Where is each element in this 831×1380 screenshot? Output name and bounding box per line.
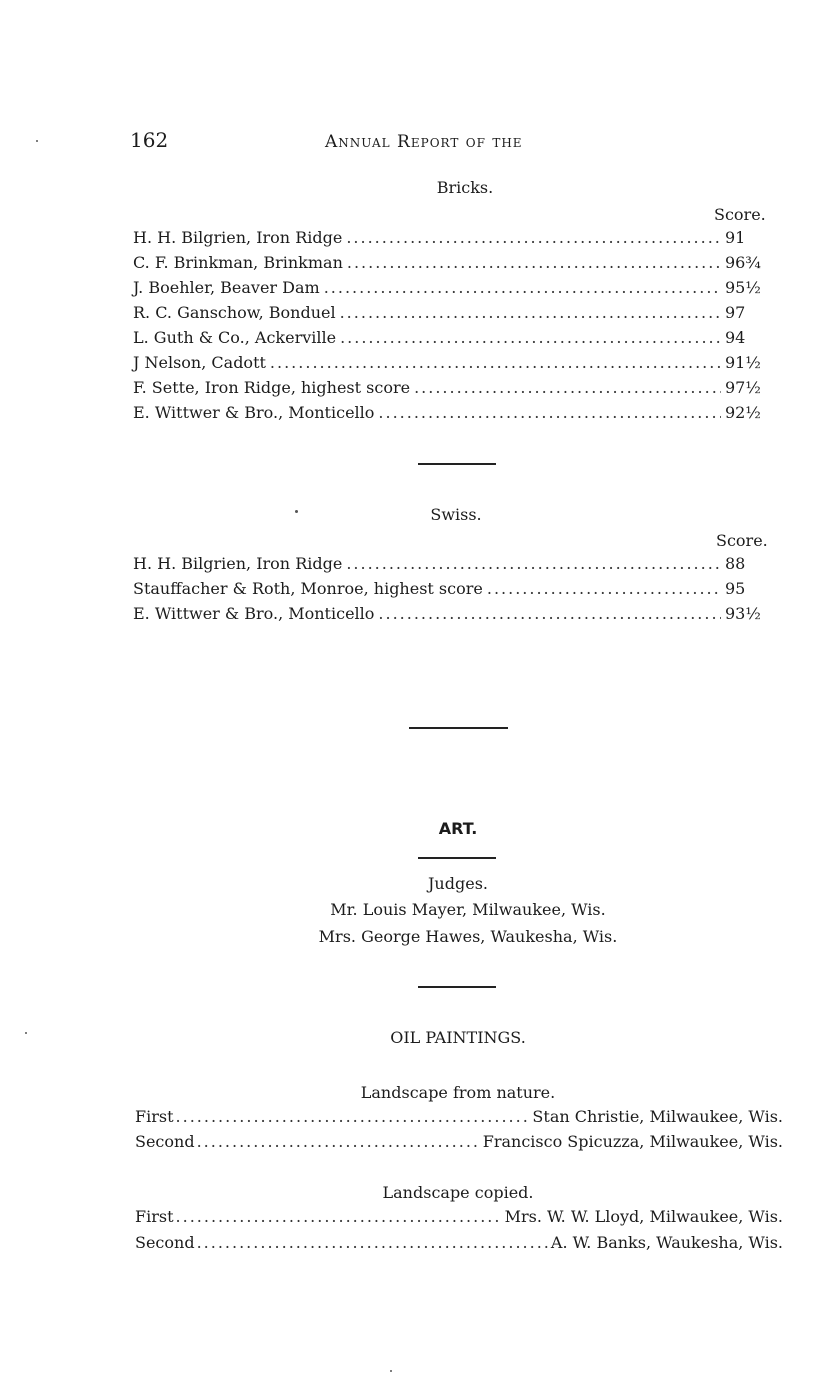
- award-place: First: [135, 1107, 174, 1126]
- table-row: [133, 278, 783, 302]
- entry-score: 95: [725, 579, 746, 598]
- entry-score: 96¾: [725, 253, 761, 272]
- bricks-score-header: Score.: [714, 205, 766, 224]
- entry-name: J. Boehler, Beaver Dam: [133, 278, 320, 297]
- entry-score: 93½: [725, 604, 761, 623]
- table-row: [133, 303, 783, 327]
- entry-score: 97½: [725, 378, 761, 397]
- scan-speck: [390, 1370, 392, 1372]
- swiss-title: Swiss.: [430, 505, 482, 524]
- entry-name: L. Guth & Co., Ackerville: [133, 328, 337, 347]
- scan-speck: [36, 140, 38, 142]
- entry-name: C. F. Brinkman, Brinkman: [133, 253, 343, 272]
- section-divider: [418, 463, 496, 465]
- entry-name: J Nelson, Cadott: [133, 353, 266, 372]
- table-row: [133, 253, 783, 277]
- award-place: Second: [135, 1132, 195, 1151]
- table-row: [133, 554, 783, 578]
- oil-paintings-title: OIL PAINTINGS.: [390, 1028, 526, 1047]
- judge-line: Mr. Louis Mayer, Milwaukee, Wis.: [330, 900, 606, 919]
- entry-name: H. H. Bilgrien, Iron Ridge: [133, 554, 343, 573]
- award-row: [135, 1132, 783, 1156]
- entry-score: 97: [725, 303, 746, 322]
- running-title: Annual Report of the: [325, 132, 523, 152]
- entry-name: R. C. Ganschow, Bonduel: [133, 303, 336, 322]
- entry-score: 94: [725, 328, 746, 347]
- subsection-title: Landscape copied.: [382, 1183, 534, 1202]
- award-place: Second: [135, 1233, 195, 1252]
- page-number: 162: [130, 128, 169, 152]
- scan-speck: [295, 510, 298, 513]
- award-place: First: [135, 1207, 174, 1226]
- table-row: [133, 604, 783, 628]
- table-row: [133, 403, 783, 427]
- table-row: [133, 378, 783, 402]
- table-row: [133, 228, 783, 252]
- swiss-score-header: Score.: [716, 531, 768, 550]
- judge-line: Mrs. George Hawes, Waukesha, Wis.: [318, 927, 618, 946]
- award-row: [135, 1207, 783, 1231]
- section-divider: [418, 986, 496, 988]
- section-divider: [409, 727, 508, 729]
- table-row: [133, 579, 783, 603]
- award-winner: Francisco Spicuzza, Milwaukee, Wis.: [482, 1132, 783, 1151]
- award-winner: Mrs. W. W. Lloyd, Milwaukee, Wis.: [504, 1207, 783, 1226]
- entry-score: 91½: [725, 353, 761, 372]
- entry-name: E. Wittwer & Bro., Monticello: [133, 403, 375, 422]
- entry-score: 92½: [725, 403, 761, 422]
- entry-name: H. H. Bilgrien, Iron Ridge: [133, 228, 343, 247]
- table-row: [133, 328, 783, 352]
- entry-score: 88: [725, 554, 746, 573]
- table-row: [133, 353, 783, 377]
- entry-name: F. Sette, Iron Ridge, highest score: [133, 378, 411, 397]
- award-row: [135, 1233, 783, 1257]
- art-title: ART.: [438, 819, 478, 838]
- judges-title: Judges.: [428, 874, 488, 893]
- award-winner: Stan Christie, Milwaukee, Wis.: [532, 1107, 783, 1126]
- subsection-title: Landscape from nature.: [360, 1083, 556, 1102]
- section-divider: [418, 857, 496, 859]
- award-row: [135, 1107, 783, 1131]
- entry-name: E. Wittwer & Bro., Monticello: [133, 604, 375, 623]
- entry-score: 95½: [725, 278, 761, 297]
- bricks-title: Bricks.: [436, 178, 494, 197]
- entry-name: Stauffacher & Roth, Monroe, highest score: [133, 579, 483, 598]
- award-winner: A. W. Banks, Waukesha, Wis.: [550, 1233, 783, 1252]
- entry-score: 91: [725, 228, 746, 247]
- scan-speck: [25, 1032, 27, 1034]
